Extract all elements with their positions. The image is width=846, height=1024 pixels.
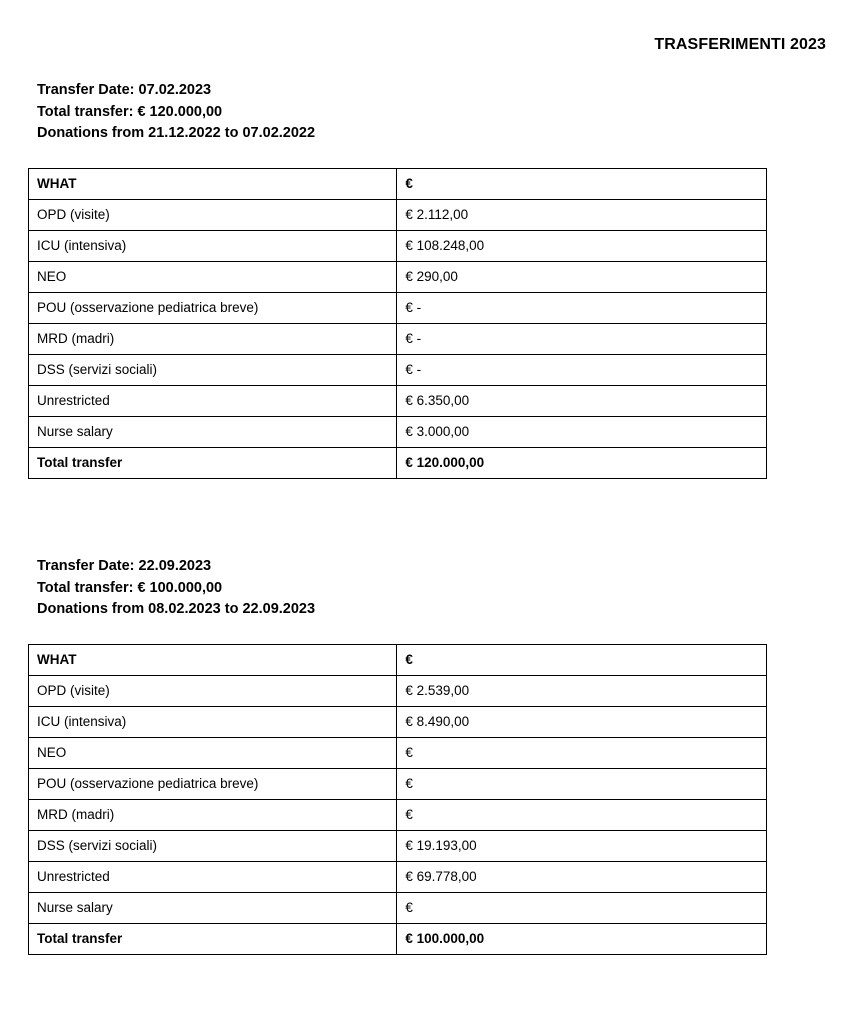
transfer-date: Transfer Date: 22.09.2023 [37, 558, 212, 574]
header-amount: € [397, 644, 767, 675]
transfer-total-line: Total transfer: € 120.000,00 [37, 103, 223, 120]
table-row [29, 861, 767, 892]
table-total-row [29, 447, 767, 478]
transfer-table [28, 168, 767, 479]
table-row [29, 416, 767, 447]
row-label: Nurse salary [29, 416, 397, 447]
row-label: Nurse salary [29, 892, 397, 923]
row-label: ICU (intensiva) [29, 230, 397, 261]
total-label: Total transfer [29, 447, 397, 478]
table-row [29, 799, 767, 830]
table-row [29, 385, 767, 416]
transfer-table [28, 644, 767, 955]
total-amount: € 120.000,00 [397, 447, 767, 478]
row-amount: € 2.112,00 [397, 199, 767, 230]
table-total-row [29, 923, 767, 954]
donations-period: Donations from 21.12.2022 to 07.02.2022 [37, 125, 316, 141]
row-amount: € 69.778,00 [397, 861, 767, 892]
table-row [29, 675, 767, 706]
row-label: DSS (servizi sociali) [29, 354, 397, 385]
row-amount: € [397, 768, 767, 799]
row-amount: € 3.000,00 [397, 416, 767, 447]
table-row [29, 323, 767, 354]
document-title: TRASFERIMENTI 2023 [654, 36, 826, 53]
table-row [29, 261, 767, 292]
table-row [29, 354, 767, 385]
table-header-row [29, 644, 767, 675]
transfer-info [37, 556, 768, 621]
header-what: WHAT [29, 168, 397, 199]
row-amount: € 2.539,00 [397, 675, 767, 706]
row-label: Unrestricted [29, 385, 397, 416]
transfer-date: Transfer Date: 07.02.2023 [37, 82, 212, 98]
transfer-info [37, 80, 768, 145]
table-row [29, 706, 767, 737]
row-label: MRD (madri) [29, 323, 397, 354]
row-label: DSS (servizi sociali) [29, 830, 397, 861]
row-label: OPD (visite) [29, 675, 397, 706]
row-amount: € [397, 737, 767, 768]
row-label: ICU (intensiva) [29, 706, 397, 737]
transfer-total-line: Total transfer: € 100.000,00 [37, 579, 223, 596]
transfer-section-1 [28, 80, 768, 479]
row-amount: € 6.350,00 [397, 385, 767, 416]
row-label: MRD (madri) [29, 799, 397, 830]
row-amount: € - [397, 354, 767, 385]
total-label: Total transfer [29, 923, 397, 954]
table-row [29, 199, 767, 230]
row-amount: € [397, 892, 767, 923]
table-row [29, 292, 767, 323]
header-what: WHAT [29, 644, 397, 675]
row-label: NEO [29, 261, 397, 292]
row-amount: € 8.490,00 [397, 706, 767, 737]
row-label: NEO [29, 737, 397, 768]
row-amount: € - [397, 323, 767, 354]
row-amount: € 19.193,00 [397, 830, 767, 861]
row-amount: € - [397, 292, 767, 323]
row-label: POU (osservazione pediatrica breve) [29, 292, 397, 323]
row-amount: € 290,00 [397, 261, 767, 292]
transfer-section-2 [28, 556, 768, 955]
row-amount: € [397, 799, 767, 830]
table-header-row [29, 168, 767, 199]
row-amount: € 108.248,00 [397, 230, 767, 261]
row-label: POU (osservazione pediatrica breve) [29, 768, 397, 799]
row-label: Unrestricted [29, 861, 397, 892]
total-amount: € 100.000,00 [397, 923, 767, 954]
table-row [29, 830, 767, 861]
donations-period: Donations from 08.02.2023 to 22.09.2023 [37, 601, 316, 617]
row-label: OPD (visite) [29, 199, 397, 230]
header-amount: € [397, 168, 767, 199]
table-row [29, 230, 767, 261]
table-row [29, 892, 767, 923]
table-row [29, 768, 767, 799]
table-row [29, 737, 767, 768]
